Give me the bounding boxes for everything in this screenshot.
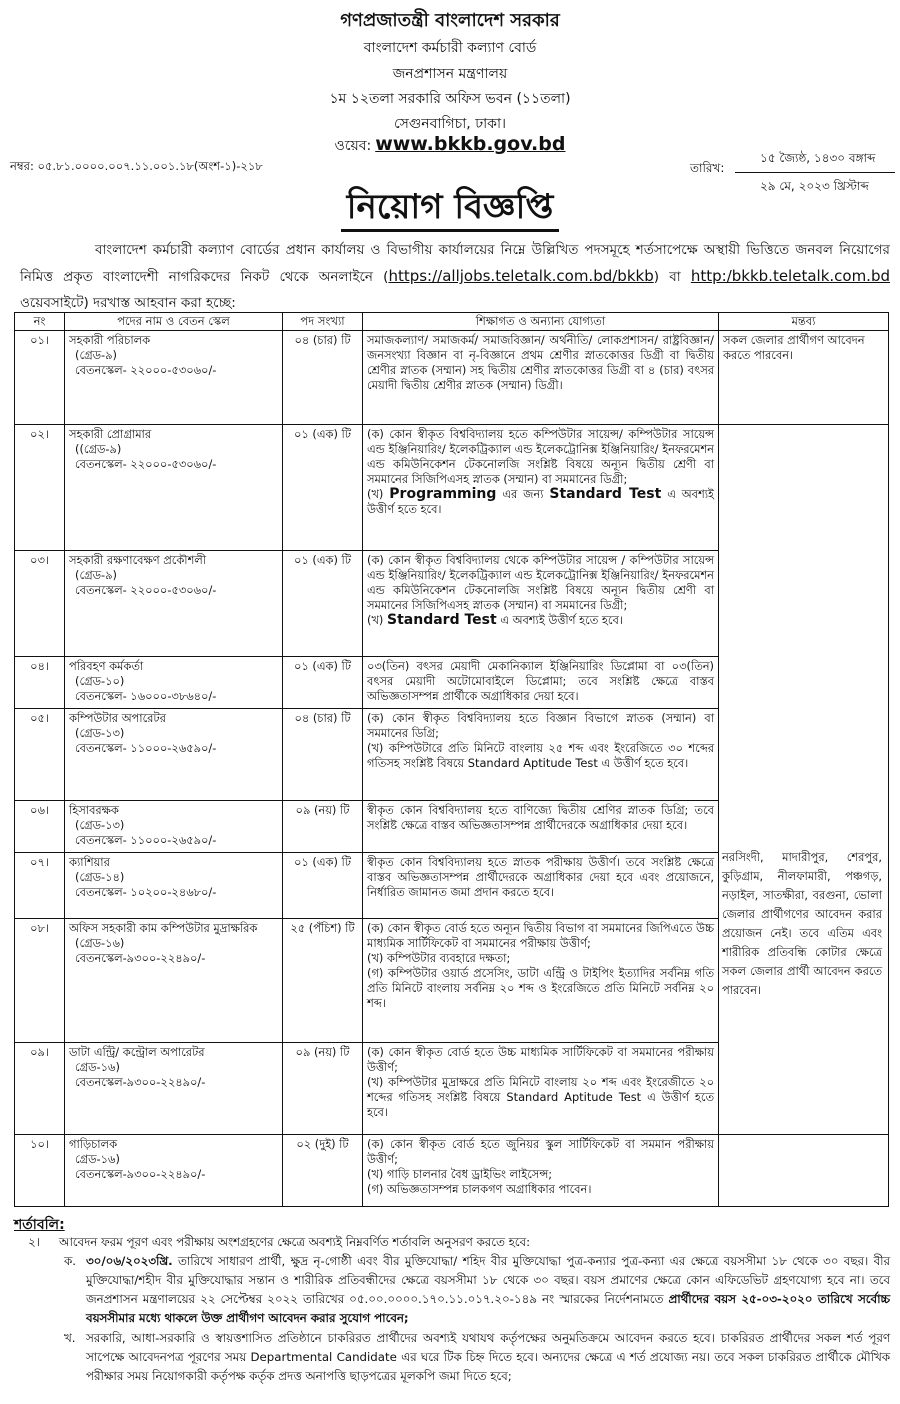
notice-title: নিয়োগ বিজ্ঞপ্তি [341, 185, 560, 232]
intro-text-2: বা [659, 269, 691, 285]
post-cell [65, 1043, 283, 1135]
qualification-b-standard-test: Standard Test [549, 486, 662, 502]
qualification-b-prefix: (খ) [367, 487, 390, 501]
col-qualification: শিক্ষাগত ও অন্যান্য যোগ্যতা [363, 313, 719, 331]
post-name: ডাটা এন্ট্রি/ কন্ট্রোল অপারেটর [69, 1045, 205, 1059]
condition-number: ক. [64, 1254, 77, 1268]
condition-text: সরকারি, আধা-সরকারি ও স্বায়ত্তশাসিত প্রতিষ্ঠানে চাকরিরত প্রার্থীদের অবশ্যই যথাযথ কর্তৃপক্ষের অনুমতিক্রমে আবেদন করতে হবে। চাকরিরত প্রার্থীদের সকল শর্ত পূরণ সাপেক্ষে আবেদনপত্র পূরণের সময় Departmental Candidate এর ঘরে টিক চিহ্ন দিতে হবে। অন্যদের ক্ষেত্রে এ শর্ত প্রযোজ্য নয়। তবে সকল চাকরিরত প্রার্থীকে মৌখিক পরীক্ষার সময় নিয়োগকারী কর্তৃপক্ষ কর্তৃক প্রদত্ত অনাপত্তি ছাড়পত্রের মূলকপি জমা দিতে হবে; [86, 1331, 890, 1383]
qualification [363, 919, 719, 1043]
pay-scale: বেতনস্কেল- ২২০০০-৫৩০৬০/- [75, 583, 217, 597]
pay-scale: বেতনস্কেল- ১০২০০-২৪৬৮০/- [75, 885, 217, 899]
organization-name: বাংলাদেশ কর্মচারী কল্যাণ বোর্ড [363, 40, 537, 56]
condition-item-ka [14, 1252, 890, 1328]
post-count: ০৯ (নয়) টি [283, 1043, 363, 1135]
qualification [363, 709, 719, 801]
post-name: গাড়িচালক [69, 1137, 118, 1151]
post-grade: ((গ্রেড-৯) [75, 442, 122, 456]
conditions-title: শর্তাবলি: [14, 1217, 65, 1233]
table-row [15, 425, 889, 551]
qualification-b-suffix: এ অবশ্যই উত্তীর্ণ হতে হবে। [367, 487, 714, 516]
remark-district-restriction: নরসিংদী, মাদারীপুর, শেরপুর, কুড়িগ্রাম, নীলফামারী, পঞ্চগড়, নড়াইল, সাতক্ষীরা, বরগুনা, ভোলা জেলার প্রার্থীগণের আবেদন করার প্রয়োজন নেই। তবে এতিম এবং শারীরিক প্রতিবন্ধি কোটার ক্ষেত্রে সকল জেলার প্রার্থী আবেদন করতে পারবেন। [722, 848, 882, 1000]
post-cell [65, 551, 283, 657]
post-name: কম্পিউটার অপারেটর [69, 711, 166, 725]
remark-all-districts: সকল জেলার প্রার্থীগণ আবেদন করতে পারবেন। [719, 331, 889, 425]
qualification-c: (গ) অভিজ্ঞতাসম্পন্ন চালকগণ অগ্রাধিকার পাবেন। [367, 1182, 592, 1196]
deadline-date: ৩০/০৬/২০২৩খ্রি. [86, 1254, 173, 1268]
qualification-b: (খ) গাড়ি চালনার বৈধ ড্রাইভিং লাইসেন্স; [367, 1167, 553, 1181]
row-serial: ০৪। [15, 657, 65, 709]
qualification-a: (ক) কোন স্বীকৃত বিশ্ববিদ্যালয় হতে কম্পিউটার সায়েন্স/ কম্পিউটার সায়েন্স এন্ড ইঞ্জিনিয়ারিং/ ইলেকট্রিক্যাল এন্ড ইলেকট্রোনিক্স ইঞ্জিনিয়ারিং/ ইনফরমেশন এন্ড কমিউনিকেশন টেকনোলজি সংশ্লিষ্ট বিষয়ে অন্যূন দ্বিতীয় শ্রেণী বা সমমানের সিজিপিএসহ স্নাতক (সম্মান) বা সমমানের ডিগ্রী; [367, 427, 714, 486]
post-name: ক্যাশিয়ার [69, 855, 110, 869]
condition-item-kha [14, 1329, 890, 1404]
post-cell [65, 425, 283, 551]
qualification-b: (খ) কম্পিউটার মুদ্রাক্ষরে প্রতি মিনিটে বাংলায় ২০ শব্দ এবং ইংরেজীতে ২০ শব্দের গতিসহ সংশ্লিষ্ট বিষয়ে Standard Aptitude Test এ উত্তীর্ণ হতে হবে। [367, 1075, 714, 1119]
post-cell [65, 709, 283, 801]
post-count: ০২ (দুই) টি [283, 1135, 363, 1207]
qualification-a: (ক) কোন স্বীকৃত বোর্ড হতে অন্যূন দ্বিতীয় বিভাগ বা সমমানের জিপিএতে উচ্চ মাধ্যমিক সার্টিফিকেট বা সমমানের পরীক্ষায় উত্তীর্ণ; [367, 921, 715, 950]
post-cell [65, 853, 283, 919]
table-header-row [15, 313, 889, 331]
post-grade: (গ্রেড-১৩) [75, 726, 125, 740]
website-label: ওয়েব: [334, 138, 372, 154]
post-count: ০৪ (চার) টি [283, 709, 363, 801]
vacancy-table [14, 312, 889, 1207]
col-post-name: পদের নাম ও বেতন স্কেল [65, 313, 283, 331]
post-cell [65, 331, 283, 425]
qualification-c: (গ) কম্পিউটার ওয়ার্ড প্রসেসিং, ডাটা এন্ট্রি ও টাইপিং ইত্যাদির সর্বনিম্ন গতি প্রতি মিনিটে বাংলায় সর্বনিম্ন ২০ শব্দ ও ইংরেজিতে প্রতি মিনিটে সর্বনিম্ন ২০ শব্দ। [367, 966, 714, 1010]
address: সেগুনবাগিচা, ঢাকা। [393, 116, 507, 132]
qualification-b-standard-test: Standard Test [387, 612, 497, 628]
date-label: তারিখ: [690, 161, 725, 175]
post-grade: গ্রেড-১৬) [75, 1060, 120, 1074]
date-english: ২৯ মে, ২০২৩ খ্রিস্টাব্দ [760, 179, 869, 193]
post-grade: গ্রেড-১৬) [75, 1152, 120, 1166]
government-name: গণপ্রজাতন্ত্রী বাংলাদেশ সরকার [340, 10, 560, 31]
row-serial: ০৩। [15, 551, 65, 657]
pay-scale: বেতনস্কেল- ১১০০০-২৬৫৯০/- [75, 833, 217, 847]
qualification: স্বীকৃত কোন বিশ্ববিদ্যালয় হতে বাণিজ্যে দ্বিতীয় শ্রেণির স্নাতক ডিগ্রি; তবে সংশ্লিষ্ট ক্ষেত্রে বাস্তব অভিজ্ঞতাসম্পন্ন প্রার্থীদেরকে অগ্রাধিকার দেয়া হবে। [363, 801, 719, 853]
post-grade: (গ্রেড-৯) [75, 568, 117, 582]
ministry-name: জনপ্রশাসন মন্ত্রণালয় [392, 66, 508, 82]
row-serial: ০৯। [15, 1043, 65, 1135]
condition-number: ২। [28, 1235, 40, 1249]
qualification: সমাজকল্যাণ/ সমাজকর্ম/ সমাজবিজ্ঞান/ অর্থনীতি/ লোকপ্রশাসন/ রাষ্ট্রবিজ্ঞান/ জনসংখ্যা বিজ্ঞান বা নৃ-বিজ্ঞানে প্রথম শ্রেণীর স্নাতকোত্তর ডিগ্রী বা দ্বিতীয় শ্রেণীর স্নাতক (সম্মান) সহ দ্বিতীয় শ্রেণীর স্নাতকোত্তর ডিগ্রী বা ৪ (চার) বৎসর মেয়াদী দ্বিতীয় শ্রেণীর স্নাতক (সম্মান) ডিগ্রী। [363, 331, 719, 425]
date-divider [735, 172, 895, 173]
condition-text: আবেদন ফরম পূরণ এবং পরীক্ষায় অংশগ্রহণের ক্ষেত্রে অবশ্যই নিম্নবর্ণিত শর্তাবলি অনুসরণ করতে হবে: [59, 1235, 531, 1249]
qualification-a: (ক) কোন স্বীকৃত বোর্ড হতে জুনিয়র স্কুল সার্টিফিকেট বা সমমান পরীক্ষায় উত্তীর্ণ; [367, 1137, 714, 1166]
remarks-empty-cell [719, 1135, 889, 1207]
age-limit-text: তারিখে সাধারণ প্রার্থী, ক্ষুদ্র নৃ-গোষ্ঠী এবং বীর মুক্তিযোদ্ধা/ শহিদ বীর মুক্তিযোদ্ধা পুত্র-কন্যার পুত্র-কন্যা এর ক্ষেত্রে বয়সসীমা ১৮ থেকে ৩০ বছর। বীর মুক্তিযোদ্ধা/শহীদ বীর মুক্তিযোদ্ধার সন্তান ও শারীরিক প্রতিবন্ধীদের ক্ষেত্রে বয়সসীমা ১৮ থেকে ৩০ বছর। বয়স প্রমাণের ক্ষেত্রে কোন এফিডেভিট গ্রহণযোগ্য হবে না। তবে জনপ্রশাসন মন্ত্রণালয়ের ২২ সেপ্টেম্বর ২০২২ তারিখের ০৫.০০.০০০০.১৭০.১১.০১৭.২০-১৪৯ নং স্মারকের নির্দেশনামতে [86, 1254, 890, 1306]
row-serial: ০৬। [15, 801, 65, 853]
qualification-b-programming: Programming [389, 486, 497, 502]
intro-paragraph: বাংলাদেশ কর্মচারী কল্যাণ বোর্ডের প্রধান কার্যালয় ও বিভাগীয় কার্যালয়ের নিম্নে উল্লিখিত পদসমূহে শর্তসাপেক্ষে অস্থায়ী ভিত্তিতে জনবল নিয়োগের নিমিত্ত প্রকৃত বাংলাদেশী নাগরিকদের নিকট থেকে অনলাইনে (https://alljobs.teletalk.com.bd/bkkb) বা http:/bkkb.teletalk.com.bd ওয়েবসাইটে) দরখাস্ত আহবান করা হচ্ছে: [20, 242, 890, 311]
application-link-1[interactable]: https://alljobs.teletalk.com.bd/bkkb [388, 267, 654, 285]
qualification [363, 1135, 719, 1207]
post-count: ০১ (এক) টি [283, 551, 363, 657]
row-serial: ০২। [15, 425, 65, 551]
post-name: সহকারী পরিচালক [69, 333, 151, 347]
pay-scale: বেতনস্কেল- ১১০০০-২৬৫৯০/- [75, 741, 217, 755]
intro-text-1: বাংলাদেশ কর্মচারী কল্যাণ বোর্ডের প্রধান কার্যালয় ও বিভাগীয় কার্যালয়ের নিম্নে উল্লিখিত পদসমূহে শর্তসাপেক্ষে অস্থায়ী ভিত্তিতে জনবল নিয়োগের নিমিত্ত প্রকৃত বাংলাদেশী নাগরিকদের নিকট থেকে অনলাইনে ( [20, 242, 890, 285]
condition-item-2 [14, 1233, 890, 1253]
post-cell [65, 801, 283, 853]
post-count: ০১ (এক) টি [283, 425, 363, 551]
qualification-a: (ক) কোন স্বীকৃত বিশ্ববিদ্যালয় হতে বিজ্ঞান বিভাগে স্নাতক (সম্মান) বা সমমানের ডিগ্রি; [367, 711, 714, 740]
post-cell [65, 919, 283, 1043]
qualification-b: (খ) কম্পিউটার ব্যবহারে দক্ষতা; [367, 951, 511, 965]
pay-scale: বেতনস্কেল-৯৩০০-২২৪৯০/- [75, 951, 206, 965]
qualification-b-mid: এর জন্য [496, 487, 550, 501]
qualification: ০৩(তিন) বৎসর মেয়াদী মেকানিক্যাল ইঞ্জিনিয়ারিং ডিপ্লোমা বা ০৩(তিন) বৎসর মেয়াদী অটোমোবাইলে ডিপ্লোমা; তবে সংশ্লিষ্ট ক্ষেত্রে বাস্তব অভিজ্ঞতাসম্পন্ন প্রার্থীকে অগ্রাধিকার দেয়া হবে। [363, 657, 719, 709]
post-name: সহকারী রক্ষণাবেক্ষণ প্রকৌশলী [69, 553, 207, 567]
row-serial: ০৮। [15, 919, 65, 1043]
pay-scale: বেতনস্কেল- ২২০০০-৫৩০৬০/- [75, 363, 217, 377]
col-post-count: পদ সংখ্যা [283, 313, 363, 331]
qualification-b-suffix: এ অবশ্যই উত্তীর্ণ হতে হবে। [496, 613, 623, 627]
post-grade: (গ্রেড-১৪) [75, 870, 125, 884]
post-grade: (গ্রেড-১০) [75, 674, 125, 688]
qualification-a: (ক) কোন স্বীকৃত বিশ্ববিদ্যালয় থেকে কম্পিউটার সায়েন্স / কম্পিউটার সায়েন্স এন্ড ইঞ্জিনিয়ারিং/ ইলেকট্রিক্যাল এন্ড ইলেকট্রোনিক্স ইঞ্জিনিয়ারিং/ ইনফরমেশন এন্ড কমিউনিকেশন টেকনোলজি সংশ্লিষ্ট বিষয়ে অন্যূন দ্বিতীয় শ্রেণী বা সমমানের সিজিপিএসহ স্নাতক (সম্মান) বা সমমানের ডিগ্রী; [367, 553, 714, 612]
pay-scale: বেতনস্কেল- ১৬০০০-৩৮৬৪০/- [75, 689, 217, 703]
post-count: ২৫ (পঁচিশ) টি [283, 919, 363, 1043]
memo-number: নম্বর: ০৫.৮১.০০০০.০০৭.১১.০০১.১৮(অংশ-১)-২১৮ [10, 159, 263, 173]
remarks-empty-cell [719, 425, 889, 1135]
post-grade: (গ্রেড-১৬) [75, 936, 125, 950]
intro-text-3: ওয়েবসাইটে) দরখাস্ত আহবান করা হচ্ছে: [20, 295, 236, 311]
qualification [363, 425, 719, 551]
notice-title-wrap [0, 185, 900, 232]
table-row [15, 331, 889, 425]
post-name: হিসাবরক্ষক [69, 803, 119, 817]
date-bangla: ১৫ জ্যৈষ্ঠ, ১৪৩০ বঙ্গাব্দ [760, 151, 876, 165]
post-cell [65, 657, 283, 709]
post-cell [65, 1135, 283, 1207]
application-link-2[interactable]: http:/bkkb.teletalk.com.bd [690, 267, 890, 285]
qualification [363, 1043, 719, 1135]
pay-scale: বেতনস্কেল- ২২০০০-৫৩০৬০/- [75, 457, 217, 471]
col-remarks: মন্তব্য [719, 313, 889, 331]
condition-text [86, 1252, 890, 1328]
qualification-b-prefix: (খ) [367, 613, 387, 627]
qualification-a: (ক) কোন স্বীকৃত বোর্ড হতে উচ্চ মাধ্যমিক সার্টিফিকেট বা সমমানের পরীক্ষায় উত্তীর্ণ; [367, 1045, 714, 1074]
post-grade: (গ্রেড-৯) [75, 348, 117, 362]
post-count: ০১ (এক) টি [283, 657, 363, 709]
pay-scale: বেতনস্কেল-৯৩০০-২২৪৯০/- [75, 1075, 206, 1089]
condition-number: খ. [64, 1331, 76, 1345]
col-serial: নং [15, 313, 65, 331]
post-grade: (গ্রেড-১৩) [75, 818, 125, 832]
post-name: পরিবহণ কর্মকর্তা [69, 659, 144, 673]
post-count: ০৪ (চার) টি [283, 331, 363, 425]
post-count: ০১ (এক) টি [283, 853, 363, 919]
row-serial: ০৭। [15, 853, 65, 919]
row-serial: ১০। [15, 1135, 65, 1207]
website-link[interactable]: www.bkkb.gov.bd [375, 133, 566, 155]
building-name: ১ম ১২তলা সরকারি অফিস ভবন (১১তলা) [329, 91, 571, 107]
pay-scale: বেতনস্কেল-৯৩০০-২২৪৯০/- [75, 1167, 206, 1181]
qualification-b: (খ) কম্পিউটারে প্রতি মিনিটে বাংলায় ২৫ শব্দ এবং ইংরেজিতে ৩০ শব্দের গতিসহ সংশ্লিষ্ট বিষয়ে Standard Aptitude Test এ উত্তীর্ণ হতে হবে। [367, 741, 714, 770]
table-row [15, 1135, 889, 1207]
post-name: সহকারী প্রোগ্রামার [69, 427, 152, 441]
qualification [363, 551, 719, 657]
row-serial: ০৫। [15, 709, 65, 801]
qualification: স্বীকৃত কোন বিশ্ববিদ্যালয় হতে স্নাতক পরীক্ষায় উত্তীর্ণ। তবে সংশ্লিষ্ট ক্ষেত্রে বাস্তব অভিজ্ঞতাসম্পন্ন প্রার্থীদেরকে অগ্রাধিকার দেয়া হবে এবং প্রয়োজনে, নির্ধারিত জামানত জমা প্রদান করতে হবে। [363, 853, 719, 919]
age-relaxation-text: প্রার্থীদের বয়স ২৫-০৩-২০২০ তারিখে সর্বোচ্চ বয়সসীমার মধ্যে থাকলে উক্ত প্রার্থীগণ আবেদন করার সুযোগ পাবেন; [86, 1292, 891, 1325]
post-name: অফিস সহকারী কাম কম্পিউটার মুদ্রাক্ষরিক [69, 921, 258, 935]
post-count: ০৯ (নয়) টি [283, 801, 363, 853]
row-serial: ০১। [15, 331, 65, 425]
